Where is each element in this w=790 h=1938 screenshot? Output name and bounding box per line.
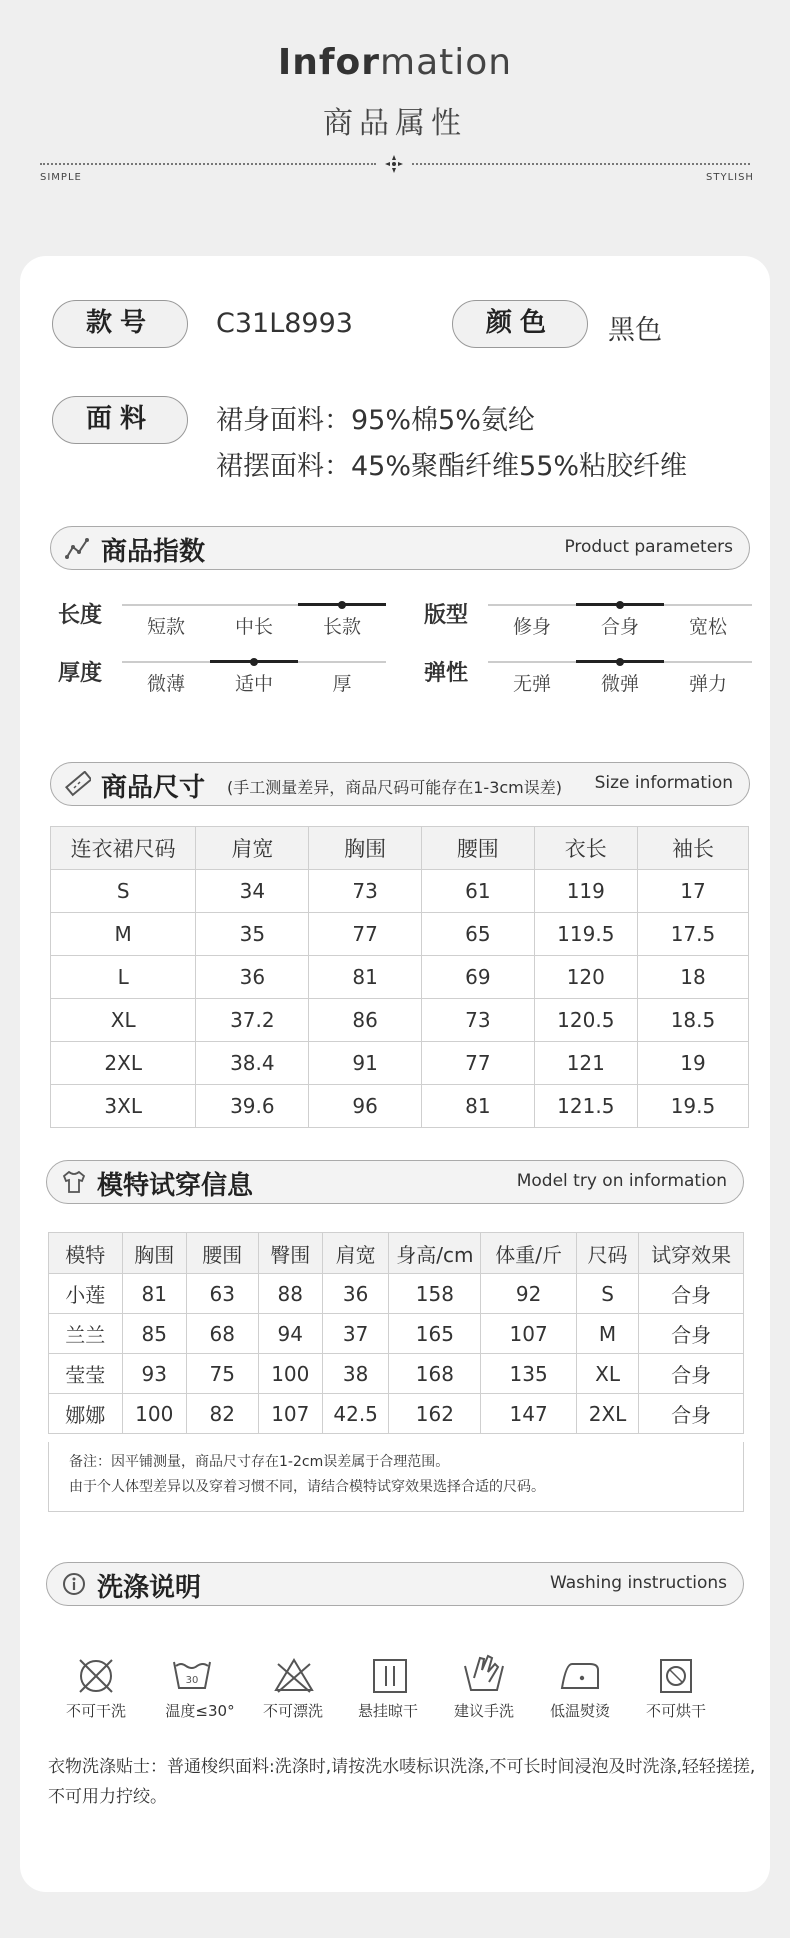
model-cell: 合身 — [639, 1274, 744, 1314]
table-row — [51, 913, 749, 956]
index-selected-dot — [250, 658, 258, 666]
hang-dry-icon — [368, 1654, 412, 1698]
size-cell: 19.5 — [637, 1085, 748, 1128]
model-cell: 162 — [389, 1394, 481, 1434]
model-cell: 107 — [258, 1394, 322, 1434]
size-cell: 120.5 — [534, 999, 637, 1042]
size-cell: 18.5 — [637, 999, 748, 1042]
size-cell: 96 — [309, 1085, 422, 1128]
index-selected-dot — [616, 658, 624, 666]
model-cell: 147 — [481, 1394, 576, 1434]
washing-bar — [46, 1562, 744, 1606]
color-label: 颜色 — [452, 300, 588, 348]
tshirt-icon — [61, 1169, 87, 1195]
index-option: 宽松 — [688, 616, 727, 638]
index-selected-dot — [338, 601, 346, 609]
no-dry-clean-label: 不可干洗 — [65, 1702, 126, 1720]
product-parameters-bar — [50, 526, 750, 570]
size-header-cell: 肩宽 — [196, 827, 309, 870]
size-cell: 121 — [534, 1042, 637, 1085]
table-row — [51, 999, 749, 1042]
model-cell: S — [576, 1274, 638, 1314]
model-header-cell: 模特 — [49, 1233, 123, 1274]
style-number-label: 款号 — [52, 300, 188, 348]
size-cell: 119.5 — [534, 913, 637, 956]
size-cell: 2XL — [51, 1042, 196, 1085]
size-cell: 65 — [421, 913, 534, 956]
style-number-value: C31L8993 — [216, 308, 353, 339]
product-parameters-en: Product parameters — [564, 537, 733, 557]
table-row — [51, 956, 749, 999]
model-header-cell: 臀围 — [258, 1233, 322, 1274]
model-cell: 100 — [122, 1394, 186, 1434]
index-label: 厚度 — [58, 661, 103, 686]
index-selected-dot — [616, 601, 624, 609]
size-cell: 39.6 — [196, 1085, 309, 1128]
size-cell: S — [51, 870, 196, 913]
header-title: Information — [277, 42, 513, 83]
size-cell: 36 — [196, 956, 309, 999]
size-header-cell: 袖长 — [637, 827, 748, 870]
washing-tip: 衣物洗涤贴士：普通梭织面料:洗涤时,请按洗水唛标识洗涤,不可长时间浸泡及时洗涤,轻轻搓搓,不可用力拧绞。 — [48, 1757, 756, 1807]
model-table — [48, 1232, 744, 1434]
table-row — [49, 1274, 744, 1314]
size-cell: 37.2 — [196, 999, 309, 1042]
index-option: 长款 — [322, 616, 361, 638]
model-cell: 兰兰 — [49, 1314, 123, 1354]
size-cell: 121.5 — [534, 1085, 637, 1128]
size-cell: 73 — [421, 999, 534, 1042]
hand-wash-icon — [462, 1652, 506, 1696]
size-cell: 91 — [309, 1042, 422, 1085]
simple-tag: SIMPLE — [40, 172, 82, 183]
table-row — [51, 1085, 749, 1128]
no-tumble-dry-icon — [654, 1654, 698, 1698]
table-row — [49, 1394, 744, 1434]
model-cell: 36 — [322, 1274, 388, 1314]
index-option: 中长 — [234, 616, 273, 638]
model-note-line-1: 备注：因平铺测量，商品尺寸存在1-2cm误差属于合理范围。 — [69, 1454, 450, 1470]
wash-temp-label: 温度≤30° — [165, 1702, 235, 1720]
size-header-cell: 腰围 — [421, 827, 534, 870]
model-cell: 85 — [122, 1314, 186, 1354]
index-label: 长度 — [58, 603, 103, 628]
size-cell: 18 — [637, 956, 748, 999]
header-subtitle: 商品属性 — [323, 106, 467, 141]
info-icon — [61, 1571, 87, 1597]
model-info-bar — [46, 1160, 744, 1204]
size-cell: L — [51, 956, 196, 999]
model-cell: 88 — [258, 1274, 322, 1314]
model-header-cell: 体重/斤 — [481, 1233, 576, 1274]
ruler-icon — [65, 771, 91, 797]
table-row — [51, 1042, 749, 1085]
index-option: 适中 — [234, 673, 273, 695]
index-option: 无弹 — [512, 673, 551, 695]
size-cell: 38.4 — [196, 1042, 309, 1085]
model-header-cell: 试穿效果 — [639, 1233, 744, 1274]
index-option: 短款 — [146, 616, 185, 638]
size-header-cell: 连衣裙尺码 — [51, 827, 196, 870]
model-header-cell: 腰围 — [186, 1233, 258, 1274]
size-cell: 19 — [637, 1042, 748, 1085]
stylish-tag: STYLISH — [706, 172, 754, 183]
size-cell: 69 — [421, 956, 534, 999]
index-option: 合身 — [600, 616, 639, 638]
model-cell: 娜娜 — [49, 1394, 123, 1434]
model-header-cell: 胸围 — [122, 1233, 186, 1274]
size-cell: 3XL — [51, 1085, 196, 1128]
trend-icon — [65, 535, 91, 561]
model-note-line-2: 由于个人体型差异以及穿着习惯不同，请结合模特试穿效果选择合适的尺码。 — [69, 1479, 545, 1495]
model-note — [48, 1442, 744, 1512]
size-info-note: (手工测量差异，商品尺码可能存在1-3cm误差) — [227, 778, 563, 797]
model-cell: 莹莹 — [49, 1354, 123, 1394]
model-cell: 75 — [186, 1354, 258, 1394]
fabric-line-2: 裙摆面料：45%聚酯纤维55%粘胶纤维 — [216, 451, 688, 482]
hang-dry-label: 悬挂晾干 — [357, 1702, 418, 1720]
model-cell: 158 — [389, 1274, 481, 1314]
no-dry-clean-icon — [74, 1654, 118, 1698]
model-cell: 81 — [122, 1274, 186, 1314]
model-cell: XL — [576, 1354, 638, 1394]
table-row — [49, 1354, 744, 1394]
model-cell: 135 — [481, 1354, 576, 1394]
size-cell: 35 — [196, 913, 309, 956]
model-cell: 合身 — [639, 1394, 744, 1434]
wash-30-icon-temp: 30 — [185, 1675, 199, 1686]
size-cell: 86 — [309, 999, 422, 1042]
fabric-label: 面料 — [52, 396, 188, 444]
model-header-cell: 身高/cm — [389, 1233, 481, 1274]
size-cell: 77 — [421, 1042, 534, 1085]
size-cell: 61 — [421, 870, 534, 913]
wash-30-icon — [170, 1652, 214, 1696]
model-cell: 168 — [389, 1354, 481, 1394]
model-cell: 82 — [186, 1394, 258, 1434]
model-header-cell: 肩宽 — [322, 1233, 388, 1274]
table-row — [49, 1314, 744, 1354]
size-header-cell: 衣长 — [534, 827, 637, 870]
washing-title: 洗涤说明 — [97, 1573, 202, 1603]
size-cell: 17 — [637, 870, 748, 913]
washing-en: Washing instructions — [549, 1573, 727, 1593]
index-option: 弹力 — [688, 673, 727, 695]
model-cell: 107 — [481, 1314, 576, 1354]
model-cell: 38 — [322, 1354, 388, 1394]
fabric-line-1: 裙身面料：95%棉5%氨纶 — [216, 405, 535, 436]
model-cell: 42.5 — [322, 1394, 388, 1434]
model-cell: 63 — [186, 1274, 258, 1314]
size-cell: XL — [51, 999, 196, 1042]
size-cell: 77 — [309, 913, 422, 956]
product-parameters-title: 商品指数 — [101, 537, 206, 567]
model-info-en: Model try on information — [516, 1171, 727, 1191]
size-cell: 34 — [196, 870, 309, 913]
index-label: 版型 — [424, 603, 469, 628]
model-cell: 165 — [389, 1314, 481, 1354]
size-cell: 73 — [309, 870, 422, 913]
index-label: 弹性 — [424, 661, 469, 686]
model-cell: 68 — [186, 1314, 258, 1354]
model-cell: 92 — [481, 1274, 576, 1314]
size-cell: 119 — [534, 870, 637, 913]
size-cell: 17.5 — [637, 913, 748, 956]
size-header-cell: 胸围 — [309, 827, 422, 870]
model-cell: 小莲 — [49, 1274, 123, 1314]
model-cell: 93 — [122, 1354, 186, 1394]
size-info-en: Size information — [594, 773, 733, 793]
size-cell: 81 — [421, 1085, 534, 1128]
model-info-title: 模特试穿信息 — [97, 1171, 254, 1201]
hand-wash-label: 建议手洗 — [453, 1702, 514, 1720]
model-cell: 37 — [322, 1314, 388, 1354]
model-cell: 合身 — [639, 1314, 744, 1354]
model-cell: M — [576, 1314, 638, 1354]
low-iron-label: 低温熨烫 — [549, 1702, 610, 1720]
index-option: 修身 — [512, 616, 551, 638]
index-option: 厚 — [332, 673, 352, 695]
model-cell: 94 — [258, 1314, 322, 1354]
table-row — [51, 870, 749, 913]
model-cell: 2XL — [576, 1394, 638, 1434]
model-cell: 100 — [258, 1354, 322, 1394]
index-option: 微薄 — [146, 673, 185, 695]
index-option: 微弹 — [600, 673, 639, 695]
no-bleach-label: 不可漂洗 — [262, 1702, 323, 1720]
divider-right — [412, 163, 750, 165]
color-value: 黑色 — [608, 315, 662, 346]
size-cell: 81 — [309, 956, 422, 999]
no-tumble-dry-label: 不可烘干 — [645, 1702, 706, 1720]
size-cell: M — [51, 913, 196, 956]
model-cell: 合身 — [639, 1354, 744, 1394]
model-header-cell: 尺码 — [576, 1233, 638, 1274]
size-table — [50, 826, 749, 1128]
size-info-title: 商品尺寸 — [101, 773, 206, 803]
no-bleach-icon — [272, 1654, 316, 1698]
compass-icon — [384, 154, 404, 174]
low-iron-icon — [558, 1654, 602, 1698]
size-info-bar — [50, 762, 750, 806]
divider-left — [40, 163, 376, 165]
size-cell: 120 — [534, 956, 637, 999]
